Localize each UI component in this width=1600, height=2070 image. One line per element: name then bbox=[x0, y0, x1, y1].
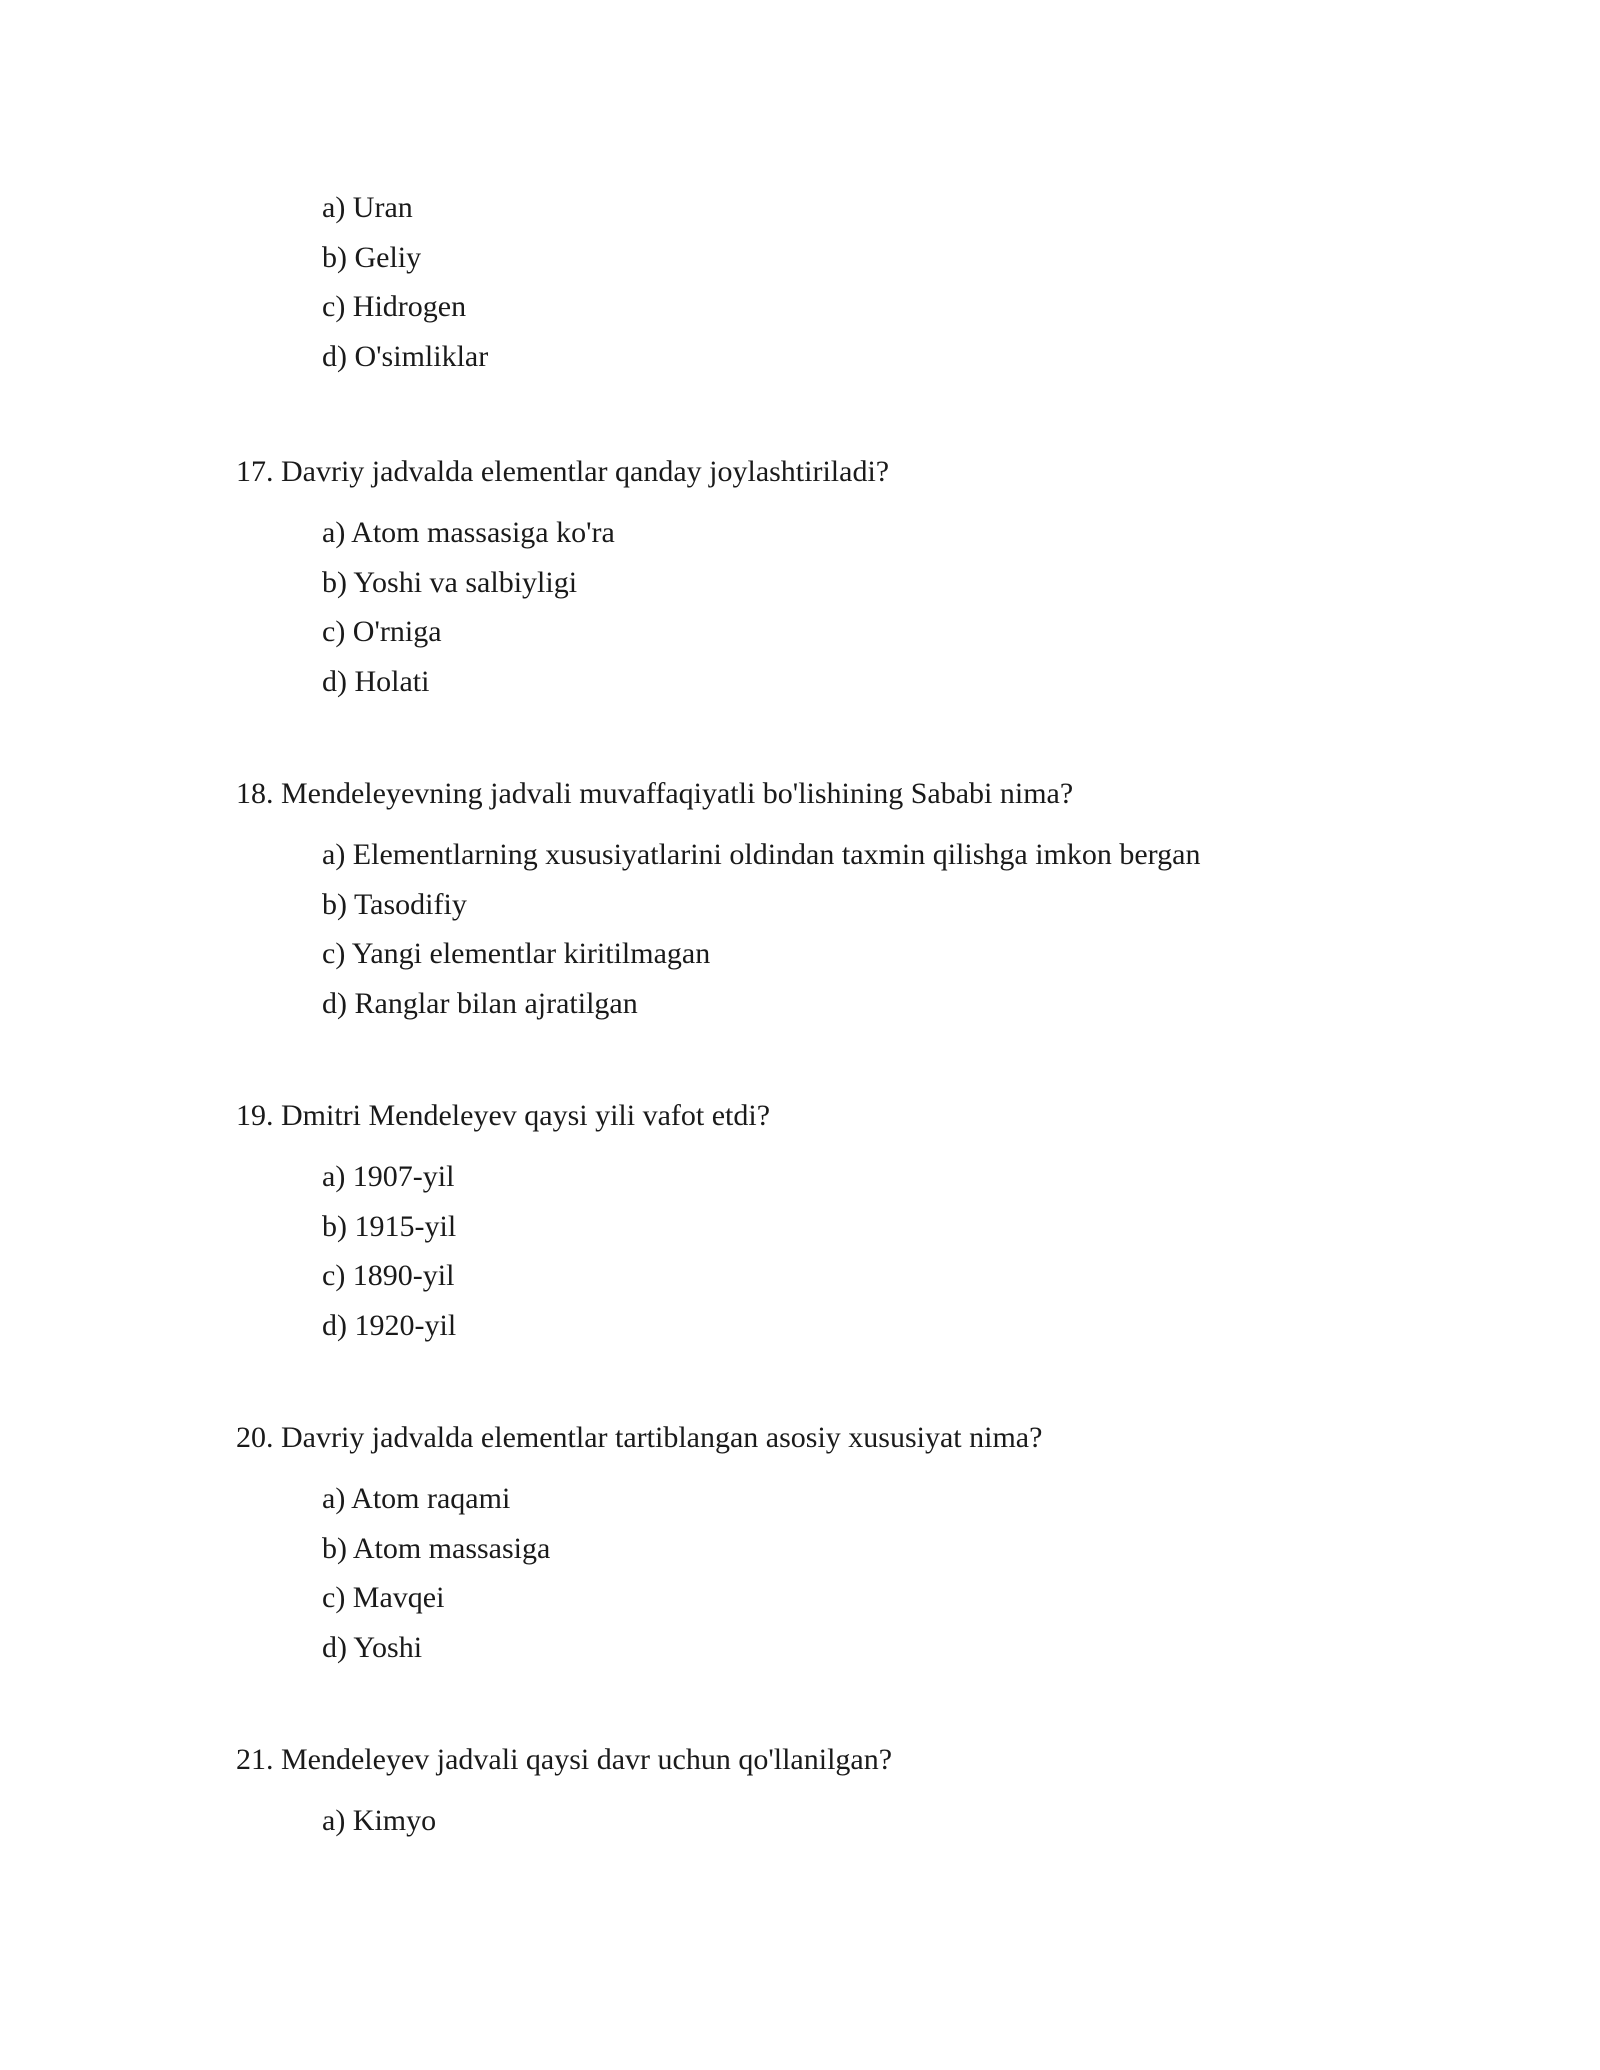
question-text: 20. Davriy jadvalda elementlar tartiblangan asosiy xususiyat nima? bbox=[236, 1421, 1043, 1454]
option: a) 1907-yil bbox=[322, 1160, 455, 1193]
answer-options bbox=[322, 1152, 770, 1350]
answer-options bbox=[322, 1796, 892, 1846]
question-text: 21. Mendeleyev jadvali qaysi davr uchun qo'llanilgan? bbox=[236, 1743, 893, 1776]
question-17 bbox=[236, 452, 889, 706]
option: b) 1915-yil bbox=[322, 1209, 457, 1243]
option: a) Atom massasiga ko'ra bbox=[322, 516, 615, 549]
option: b) Geliy bbox=[322, 240, 422, 274]
question-19 bbox=[236, 1096, 770, 1350]
option: a) Atom raqami bbox=[322, 1482, 511, 1515]
option: b) Atom massasiga bbox=[322, 1531, 551, 1565]
option: b) Yoshi va salbiyligi bbox=[322, 565, 578, 599]
option: a) Kimyo bbox=[322, 1804, 437, 1837]
option: b) Tasodifiy bbox=[322, 887, 467, 921]
answer-options bbox=[322, 830, 1200, 1028]
question-20 bbox=[236, 1418, 1042, 1672]
answer-options bbox=[322, 1474, 1042, 1672]
option: c) Mavqei bbox=[322, 1581, 445, 1614]
answer-options bbox=[322, 508, 889, 706]
option: d) Holati bbox=[322, 664, 430, 698]
continued-options bbox=[322, 183, 488, 381]
question-text: 18. Mendeleyevning jadvali muvaffaqiyatli bo'lishining Sababi nima? bbox=[236, 777, 1074, 810]
option: c) O'rniga bbox=[322, 615, 442, 648]
option: d) Yoshi bbox=[322, 1630, 423, 1664]
option: d) 1920-yil bbox=[322, 1308, 457, 1342]
question-text: 17. Davriy jadvalda elementlar qanday joylashtiriladi? bbox=[236, 455, 890, 488]
question-21 bbox=[236, 1740, 892, 1846]
question-text: 19. Dmitri Mendeleyev qaysi yili vafot etdi? bbox=[236, 1099, 771, 1132]
option: c) Hidrogen bbox=[322, 290, 467, 323]
option: d) Ranglar bilan ajratilgan bbox=[322, 986, 638, 1020]
option: d) O'simliklar bbox=[322, 339, 489, 373]
option: c) 1890-yil bbox=[322, 1259, 455, 1292]
option: a) Elementlarning xususiyatlarini oldindan taxmin qilishga imkon bergan bbox=[322, 838, 1201, 871]
option: a) Uran bbox=[322, 191, 413, 224]
question-18 bbox=[236, 774, 1200, 1028]
option: c) Yangi elementlar kiritilmagan bbox=[322, 937, 711, 970]
